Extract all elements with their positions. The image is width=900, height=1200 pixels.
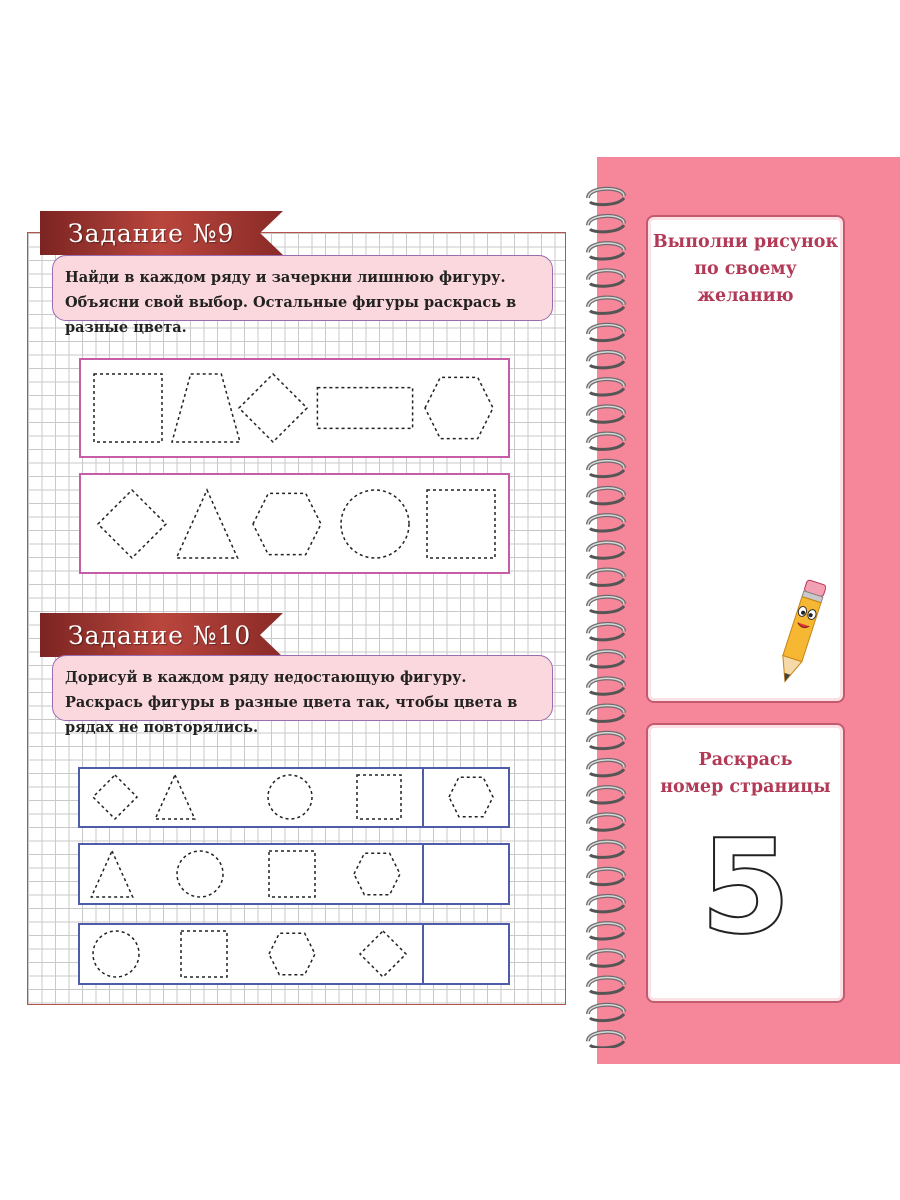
spiral-ring <box>588 624 624 640</box>
spiral-ring <box>588 298 624 314</box>
spiral-ring <box>588 243 624 259</box>
task10-banner <box>40 613 285 657</box>
spiral-ring <box>588 597 624 613</box>
spiral-ring <box>588 950 624 966</box>
circle-shape <box>341 490 409 558</box>
task10-row-3 <box>78 923 510 985</box>
square-shape <box>427 490 495 558</box>
triangle-shape <box>155 775 195 819</box>
spiral-ring <box>588 733 624 749</box>
page-number-outline[interactable]: 5 <box>700 811 791 963</box>
square-shape <box>357 775 401 819</box>
spiral-ring <box>588 488 624 504</box>
task9-row-2 <box>79 473 510 574</box>
diamond-shape <box>360 931 406 977</box>
spiral-ring <box>588 379 624 395</box>
hexagon-shape <box>449 777 493 817</box>
task9-title: Задание №9 <box>68 218 235 248</box>
spiral-ring <box>588 352 624 368</box>
spiral-ring <box>588 216 624 232</box>
hexagon-shape <box>269 933 315 974</box>
spiral-ring <box>588 787 624 803</box>
drawing-card-title-1: Выполни рисунок <box>652 232 839 252</box>
square-shape <box>94 374 162 442</box>
task10-title: Задание №10 <box>68 620 252 650</box>
spiral-ring <box>588 706 624 722</box>
hexagon-shape <box>253 493 321 554</box>
spiral-ring <box>588 842 624 858</box>
spiral-ring <box>588 923 624 939</box>
trapezoid-shape <box>172 374 240 442</box>
pencil-icon <box>776 572 826 692</box>
spiral-ring <box>588 515 624 531</box>
spiral-ring <box>588 189 624 205</box>
spiral-ring <box>588 651 624 667</box>
square-shape <box>269 851 315 897</box>
spiral-ring <box>588 896 624 912</box>
spiral-ring <box>588 325 624 341</box>
hexagon-shape <box>354 853 400 894</box>
rectangle-shape <box>317 388 412 429</box>
diamond-shape <box>239 374 307 442</box>
spiral-ring <box>588 978 624 994</box>
spiral-ring <box>588 406 624 422</box>
page-card-title-2: номер страницы <box>660 777 831 797</box>
spiral-ring <box>588 434 624 450</box>
diamond-shape <box>98 490 166 558</box>
page-card-title-1: Раскрась <box>698 750 793 770</box>
spiral-ring <box>588 461 624 477</box>
hexagon-shape <box>425 377 493 438</box>
diamond-shape <box>93 775 137 819</box>
spiral-ring <box>588 542 624 558</box>
task10-row-2 <box>78 843 510 905</box>
spiral-ring <box>588 270 624 286</box>
task9-instruction: Найди в каждом ряду и зачеркни лишнюю фигуру. Объясни свой выбор. Остальные фигуры раскрась в разные цвета. <box>52 255 553 321</box>
spiral-ring <box>588 760 624 776</box>
spiral-ring <box>588 814 624 830</box>
circle-shape <box>268 775 312 819</box>
drawing-card-title-2: по своему желанию <box>694 259 797 306</box>
square-shape <box>181 931 227 977</box>
drawing-card[interactable] <box>646 215 845 703</box>
circle-shape <box>177 851 223 897</box>
spiral-ring <box>588 1005 624 1021</box>
task10-instruction: Дорисуй в каждом ряду недостающую фигуру. Раскрась фигуры в разные цвета так, чтобы цвета в рядах не повторялись. <box>52 655 553 721</box>
spiral-ring <box>588 1032 624 1048</box>
spiral-binding <box>584 178 628 1048</box>
triangle-shape <box>176 490 237 558</box>
triangle-shape <box>91 851 132 897</box>
page-number-card[interactable] <box>646 723 845 1003</box>
task9-row-1 <box>79 358 510 458</box>
task9-banner <box>40 211 285 255</box>
task10-row-1 <box>78 767 510 828</box>
spiral-ring <box>588 570 624 586</box>
spiral-ring <box>588 678 624 694</box>
circle-shape <box>93 931 139 977</box>
spiral-ring <box>588 869 624 885</box>
